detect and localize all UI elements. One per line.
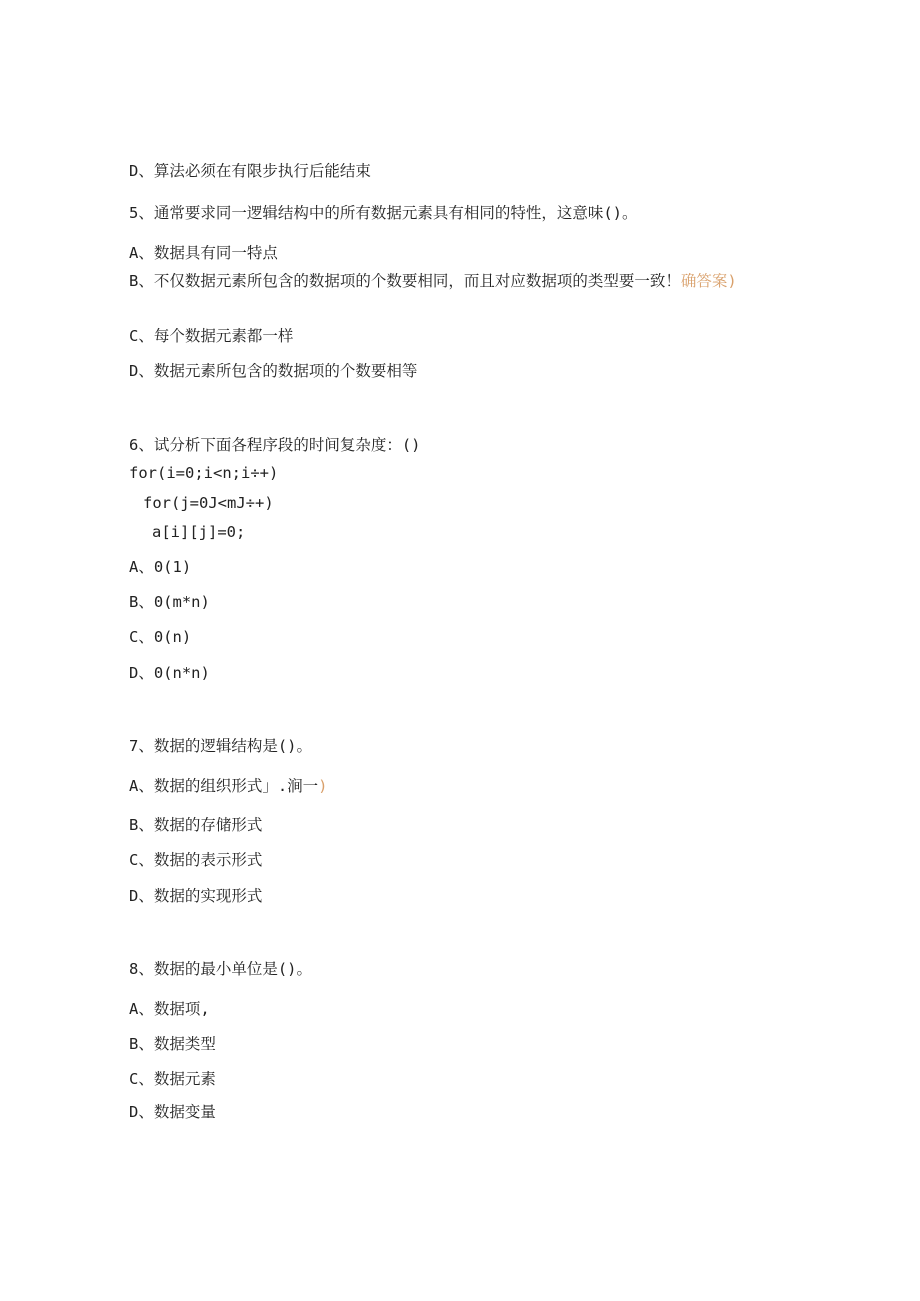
- q7-option-c: C、数据的表示形式: [129, 851, 263, 869]
- q6-code-line-1: for(i=0;i<n;i÷+): [129, 464, 279, 482]
- q8-option-c: C、数据元素: [129, 1070, 216, 1088]
- q5-stem: 5、通常要求同一逻辑结构中的所有数据元素具有相同的特性，这意味()。: [129, 204, 638, 222]
- q5-option-d: D、数据元素所包含的数据项的个数要相等: [129, 362, 418, 380]
- q7-option-a: [129, 775, 328, 797]
- q6-code-line-2: for(j=0J<mJ÷+): [143, 494, 274, 512]
- q6-code-line-3: a[i][j]=0;: [152, 523, 246, 541]
- q8-option-b: B、数据类型: [129, 1035, 216, 1053]
- q7-stem: 7、数据的逻辑结构是()。: [129, 737, 312, 755]
- q8-option-a: A、数据项,: [129, 1000, 210, 1018]
- q8-stem: 8、数据的最小单位是()。: [129, 960, 312, 978]
- q5-answer-mark: 确答案): [680, 272, 737, 290]
- q8-option-d: D、数据变量: [129, 1103, 216, 1121]
- q5-option-b-text: B、不仅数据元素所包含的数据项的个数要相同，而且对应数据项的类型要一致！: [129, 272, 681, 290]
- q6-option-c: C、0(n): [129, 628, 192, 646]
- q6-option-d: D、0(n*n): [129, 664, 210, 682]
- q6-stem: 6、试分析下面各程序段的时间复杂度：(): [129, 436, 421, 454]
- q6-option-a: A、0(1): [129, 558, 192, 576]
- q4-option-d: D、算法必须在有限步执行后能结束: [129, 162, 371, 180]
- q5-option-c: C、每个数据元素都一样: [129, 327, 294, 345]
- q5-option-b: [129, 270, 769, 292]
- q6-option-b: B、0(m*n): [129, 593, 210, 611]
- q7-option-a-text: A、数据的组织形式」.涧一: [129, 777, 319, 795]
- q7-option-d: D、数据的实现形式: [129, 887, 263, 905]
- q7-answer-mark: ): [318, 777, 328, 795]
- q7-option-b: B、数据的存储形式: [129, 816, 263, 834]
- q5-option-a: A、数据具有同一特点: [129, 244, 278, 262]
